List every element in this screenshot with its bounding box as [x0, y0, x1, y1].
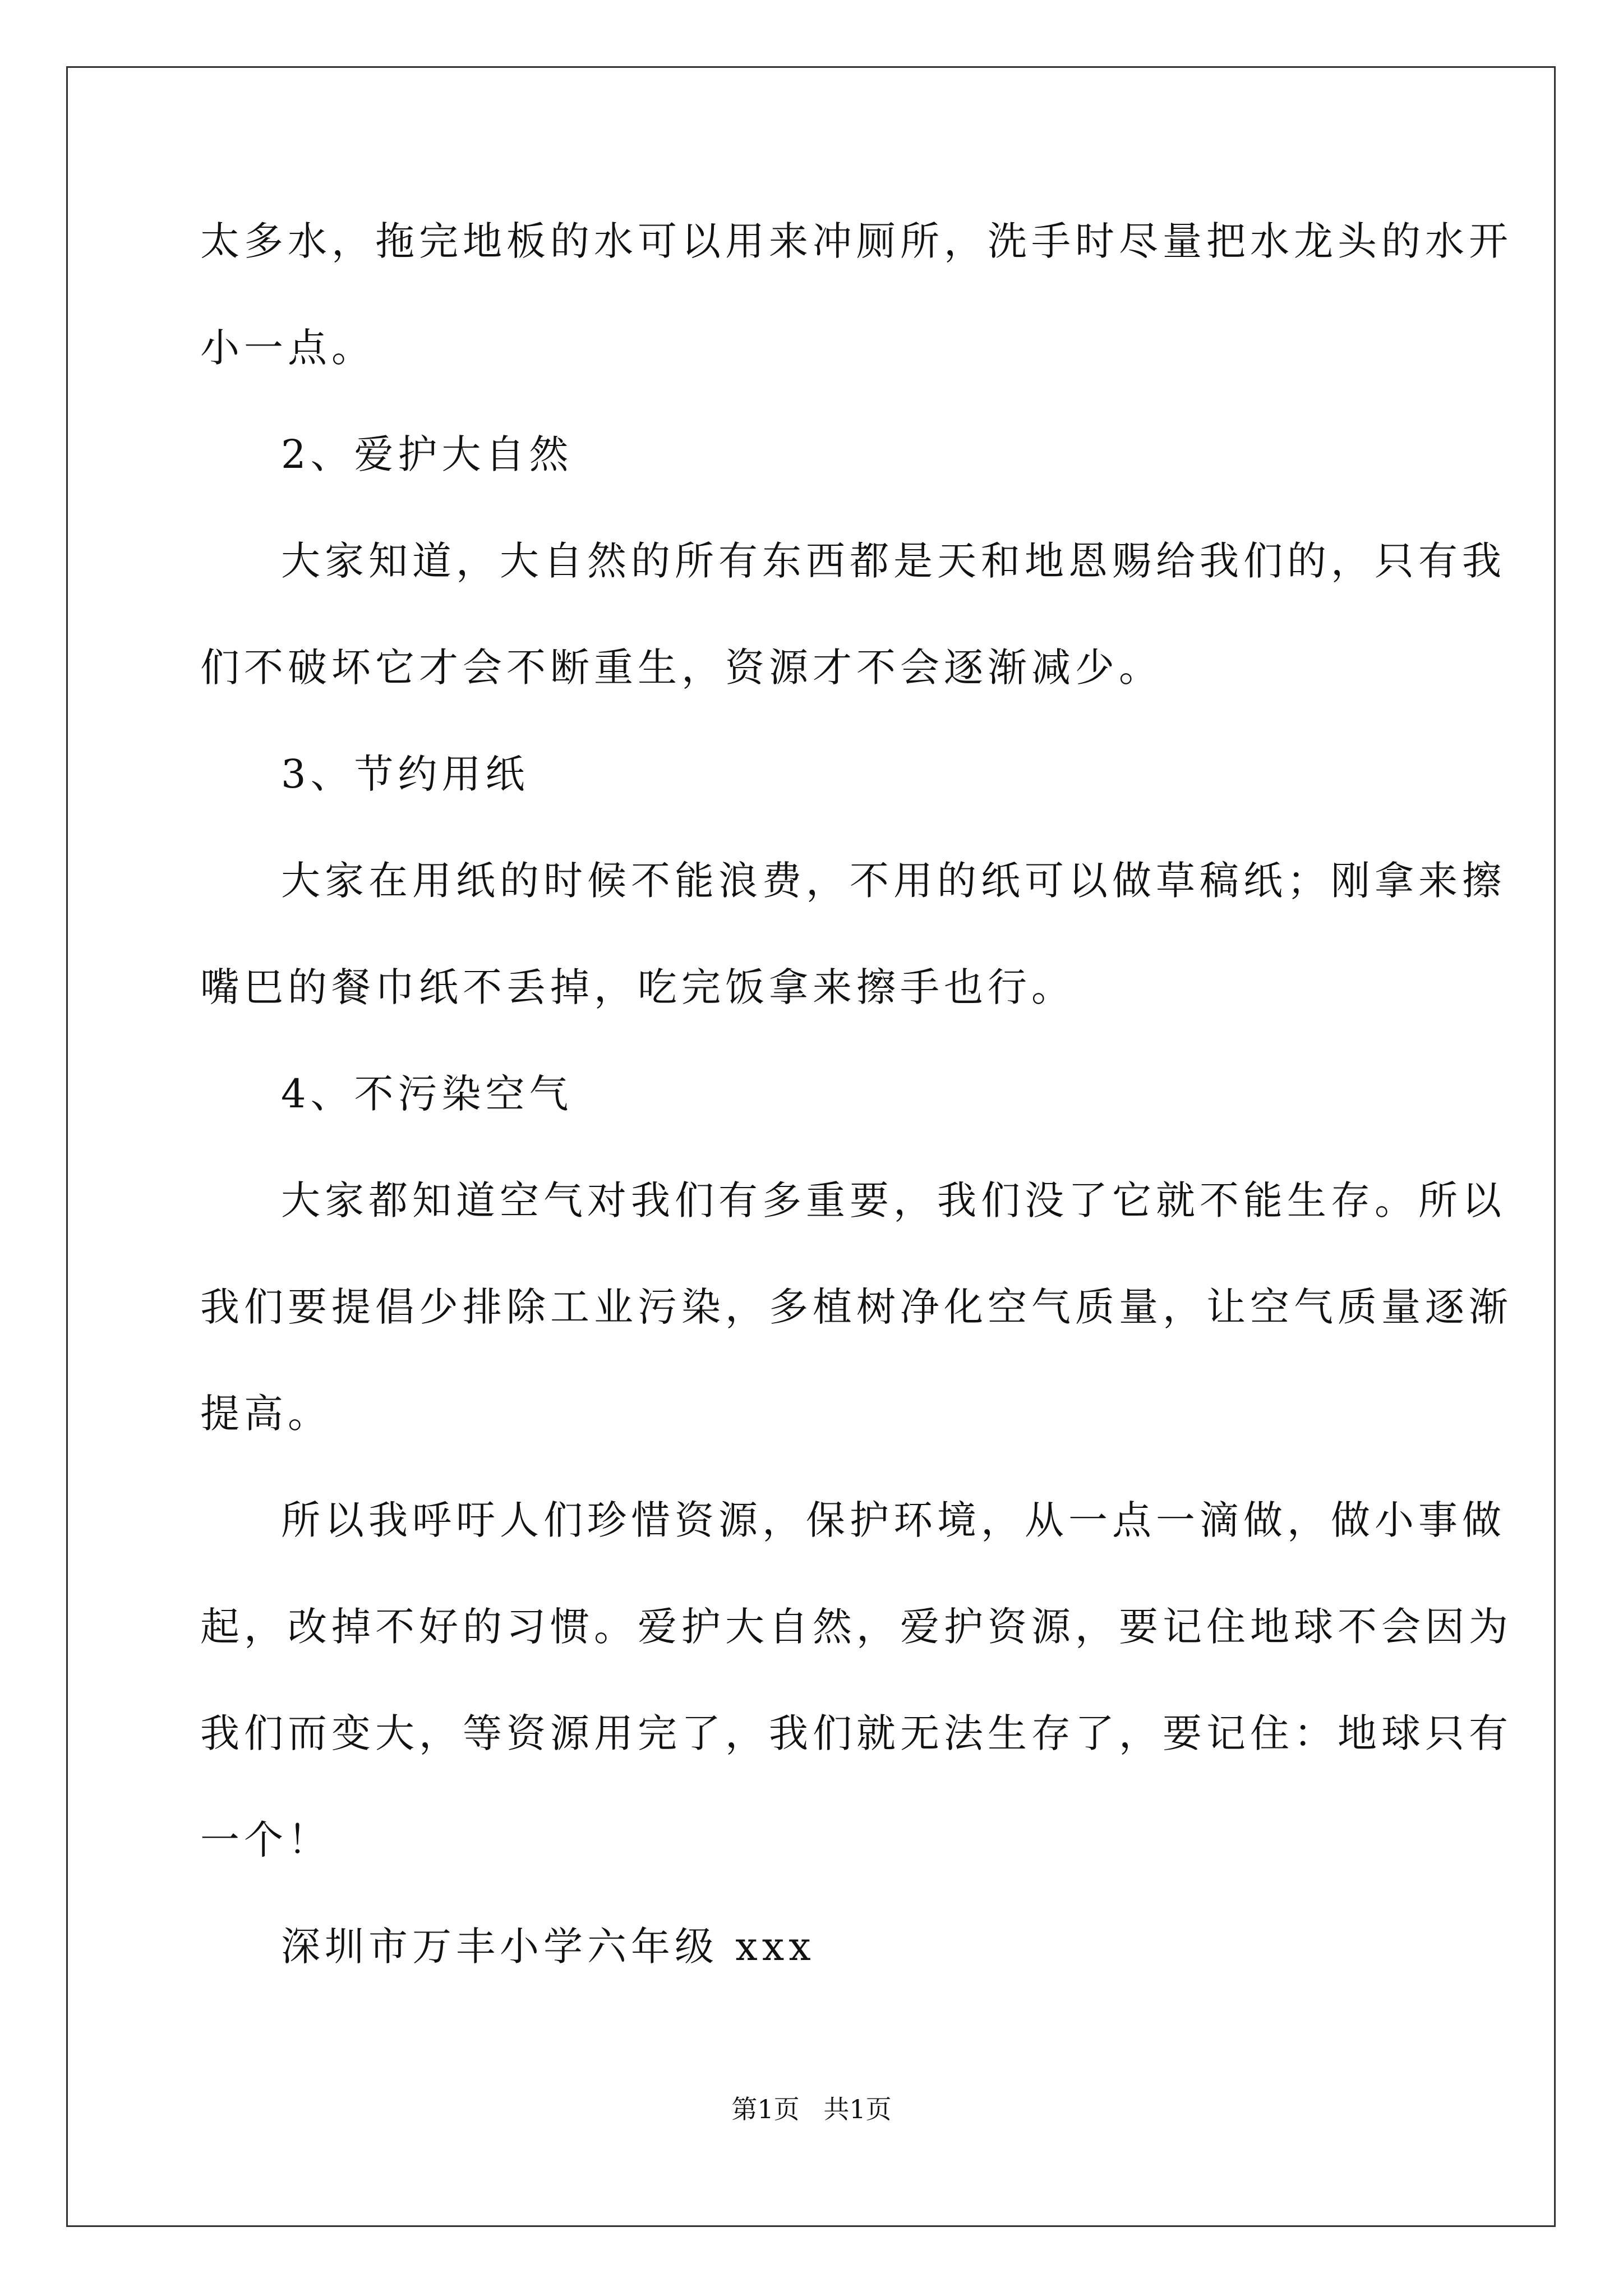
- page-footer: [0, 2092, 1623, 2126]
- text-line: 我们而变大，等资源用完了，我们就无法生存了，要记住：地球只有: [200, 1710, 1513, 1756]
- signature-line: 深圳市万丰小学六年级 xxx: [281, 1924, 815, 1970]
- text-line: 们不破坏它才会不断重生，资源才不会逐渐减少。: [200, 645, 1163, 691]
- page-border: [66, 66, 1556, 2227]
- section-heading: 4、不污染空气: [281, 1071, 573, 1117]
- section-heading: 2、爱护大自然: [281, 431, 573, 477]
- text-line: 嘴巴的餐巾纸不丢掉，吃完饭拿来擦手也行。: [200, 964, 1075, 1010]
- page-total: 共1页: [823, 2094, 892, 2124]
- text-line: 提高。: [200, 1391, 331, 1437]
- text-line: 我们要提倡少排除工业污染，多植树净化空气质量，让空气质量逐渐: [200, 1284, 1513, 1330]
- text-line: 所以我呼吁人们珍惜资源，保护环境，从一点一滴做，做小事做: [281, 1497, 1506, 1543]
- page-number: 第1页: [731, 2094, 800, 2124]
- text-line: 小一点。: [200, 325, 375, 371]
- text-line: 起，改掉不好的习惯。爱护大自然，爱护资源，要记住地球不会因为: [200, 1604, 1513, 1650]
- text-line: 太多水，拖完地板的水可以用来冲厕所，洗手时尽量把水龙头的水开: [200, 218, 1513, 264]
- text-line: 大家在用纸的时候不能浪费，不用的纸可以做草稿纸；刚拿来擦: [281, 858, 1506, 904]
- text-line: 大家都知道空气对我们有多重要，我们没了它就不能生存。所以: [281, 1177, 1506, 1223]
- section-heading: 3、节约用纸: [281, 751, 529, 797]
- text-line: 一个！: [200, 1817, 331, 1863]
- text-line: 大家知道，大自然的所有东西都是天和地恩赐给我们的，只有我: [281, 538, 1506, 584]
